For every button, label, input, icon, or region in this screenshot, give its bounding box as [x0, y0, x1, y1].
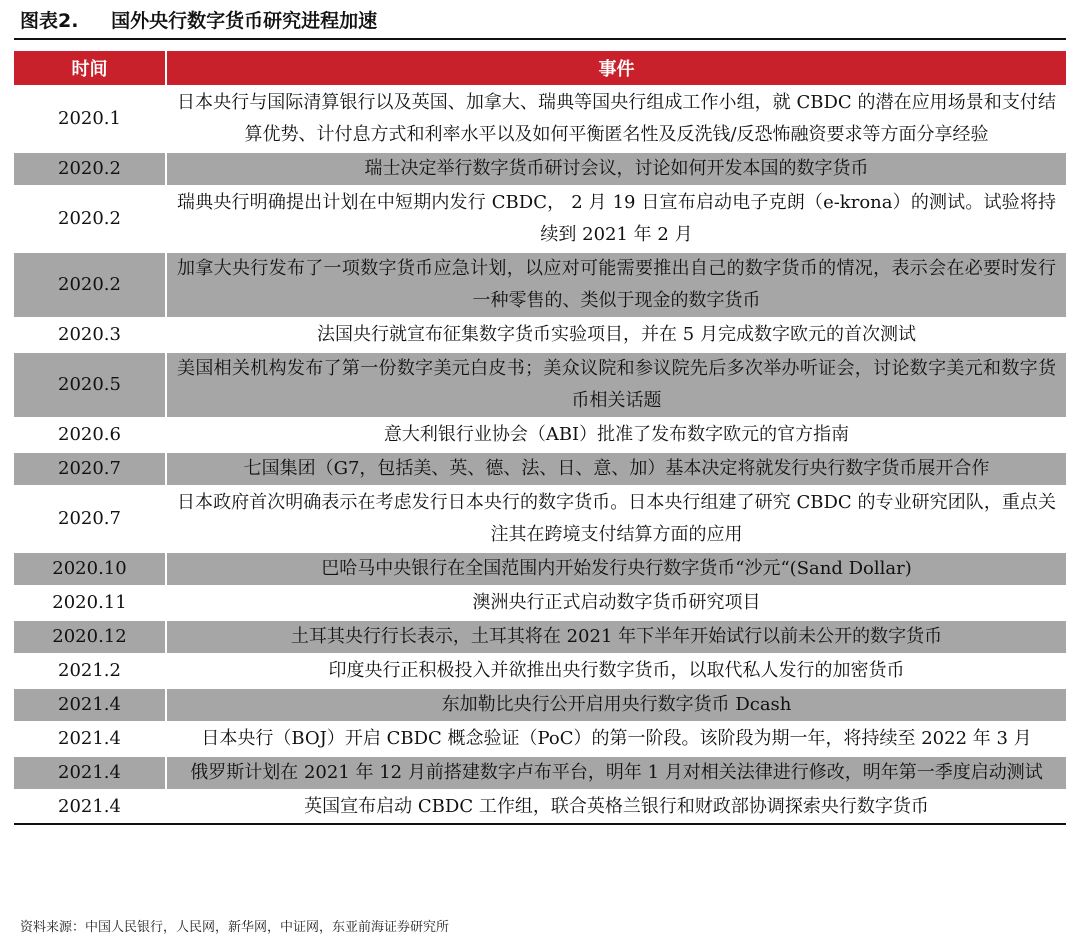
figure-title-bar	[14, 6, 1066, 40]
row-date: 2020.12	[14, 620, 166, 654]
row-date: 2020.2	[14, 186, 166, 252]
cbdc-timeline-table	[14, 51, 1066, 825]
row-event: 瑞典央行明确提出计划在中短期内发行 CBDC， 2 月 19 日宣布启动电子克朗（e-krona）的测试。试验将持续到 2021 年 2 月	[166, 186, 1066, 252]
table-header-row	[14, 51, 1066, 86]
table-row	[14, 790, 1066, 824]
row-event: 日本政府首次明确表示在考虑发行日本央行的数字货币。日本央行组建了研究 CBDC 的专业研究团队，重点关注其在跨境支付结算方面的应用	[166, 486, 1066, 552]
row-date: 2020.6	[14, 418, 166, 452]
row-date: 2020.5	[14, 352, 166, 418]
table-row	[14, 552, 1066, 586]
header-event: 事件	[166, 51, 1066, 86]
table-row	[14, 452, 1066, 486]
table-row	[14, 186, 1066, 252]
table-row	[14, 486, 1066, 552]
table-row	[14, 722, 1066, 756]
row-event: 七国集团（G7，包括美、英、德、法、日、意、加）基本决定将就发行央行数字货币展开合作	[166, 452, 1066, 486]
row-event: 法国央行就宣布征集数字货币实验项目，并在 5 月完成数字欧元的首次测试	[166, 318, 1066, 352]
table-row	[14, 620, 1066, 654]
row-date: 2021.4	[14, 688, 166, 722]
table-row	[14, 86, 1066, 152]
row-date: 2020.7	[14, 486, 166, 552]
table-row	[14, 152, 1066, 186]
table-row	[14, 252, 1066, 318]
figure-label: 图表2.	[20, 10, 79, 32]
table-row	[14, 688, 1066, 722]
row-date: 2021.2	[14, 654, 166, 688]
row-event: 意大利银行业协会（ABI）批准了发布数字欧元的官方指南	[166, 418, 1066, 452]
source-note: 资料来源：中国人民银行，人民网，新华网，中证网，东亚前海证券研究所	[20, 920, 450, 935]
row-event: 英国宣布启动 CBDC 工作组，联合英格兰银行和财政部协调探索央行数字货币	[166, 790, 1066, 824]
figure-title: 国外央行数字货币研究进程加速	[111, 10, 378, 32]
table-body	[14, 86, 1066, 824]
row-event: 日本央行与国际清算银行以及英国、加拿大、瑞典等国央行组成工作小组，就 CBDC 的潜在应用场景和支付结算优势、计付息方式和利率水平以及如何平衡匿名性及反洗钱/反恐怖融资要求等方面分享经验	[166, 86, 1066, 152]
row-date: 2021.4	[14, 790, 166, 824]
table-row	[14, 654, 1066, 688]
table-row	[14, 756, 1066, 790]
row-event: 东加勒比央行公开启用央行数字货币 Dcash	[166, 688, 1066, 722]
table-row	[14, 586, 1066, 620]
row-date: 2020.3	[14, 318, 166, 352]
row-date: 2020.11	[14, 586, 166, 620]
row-date: 2020.10	[14, 552, 166, 586]
row-event: 美国相关机构发布了第一份数字美元白皮书；美众议院和参议院先后多次举办听证会，讨论数字美元和数字货币相关话题	[166, 352, 1066, 418]
header-time: 时间	[14, 51, 166, 86]
table-row	[14, 318, 1066, 352]
row-event: 土耳其央行行长表示，土耳其将在 2021 年下半年开始试行以前未公开的数字货币	[166, 620, 1066, 654]
row-event: 俄罗斯计划在 2021 年 12 月前搭建数字卢布平台，明年 1 月对相关法律进行修改，明年第一季度启动测试	[166, 756, 1066, 790]
table-row	[14, 418, 1066, 452]
row-event: 巴哈马中央银行在全国范围内开始发行央行数字货币“沙元“(Sand Dollar)	[166, 552, 1066, 586]
row-date: 2021.4	[14, 756, 166, 790]
row-date: 2020.2	[14, 152, 166, 186]
row-event: 澳洲央行正式启动数字货币研究项目	[166, 586, 1066, 620]
row-event: 印度央行正积极投入并欲推出央行数字货币，以取代私人发行的加密货币	[166, 654, 1066, 688]
row-date: 2020.2	[14, 252, 166, 318]
row-date: 2021.4	[14, 722, 166, 756]
row-event: 瑞士决定举行数字货币研讨会议，讨论如何开发本国的数字货币	[166, 152, 1066, 186]
row-date: 2020.7	[14, 452, 166, 486]
row-event: 加拿大央行发布了一项数字货币应急计划，以应对可能需要推出自己的数字货币的情况，表示会在必要时发行一种零售的、类似于现金的数字货币	[166, 252, 1066, 318]
table-row	[14, 352, 1066, 418]
row-event: 日本央行（BOJ）开启 CBDC 概念验证（PoC）的第一阶段。该阶段为期一年，将持续至 2022 年 3 月	[166, 722, 1066, 756]
row-date: 2020.1	[14, 86, 166, 152]
